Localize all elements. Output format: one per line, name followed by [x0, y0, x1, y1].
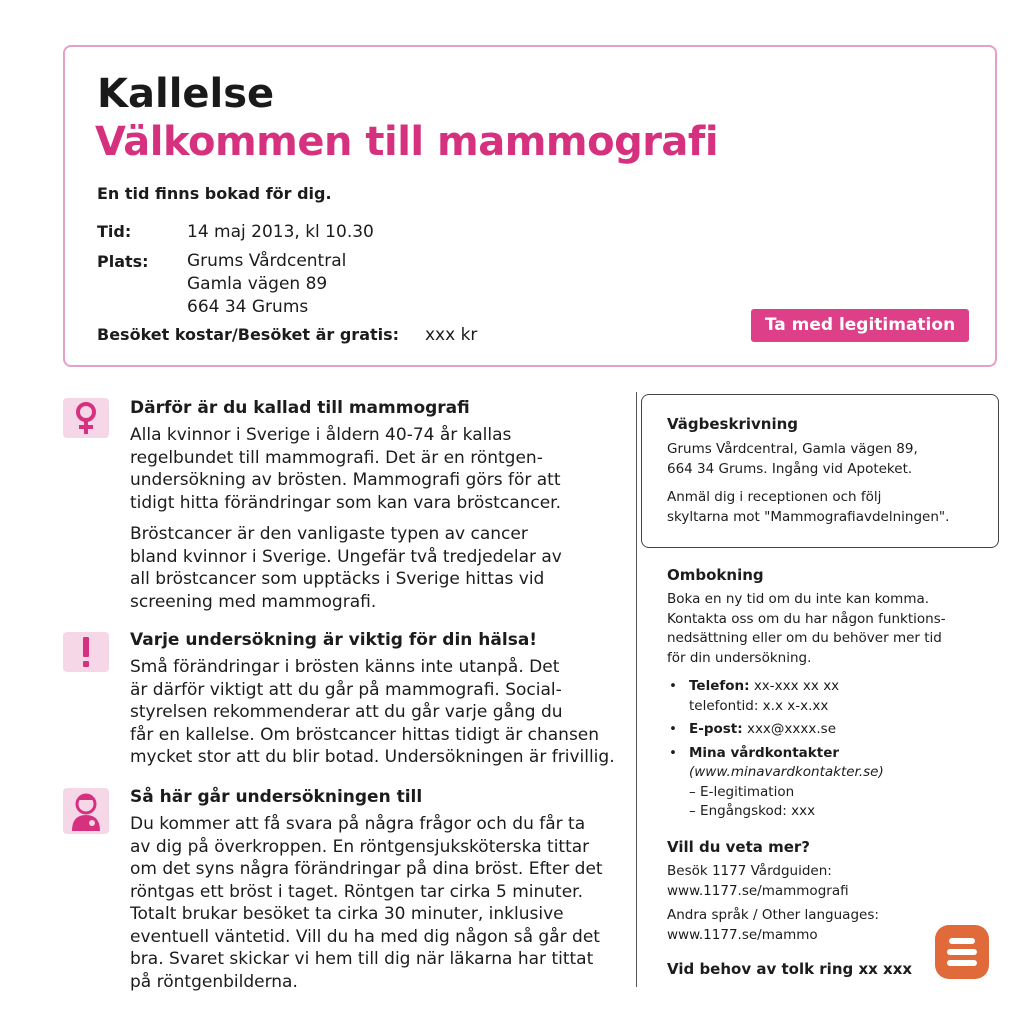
kicker: Kallelse: [97, 71, 275, 117]
text-line: om det syns några förändringar på dina bröst. Efter det: [130, 859, 603, 879]
contacts-url: (www.minavardkontakter.se): [689, 764, 884, 780]
rebooking-text: [667, 590, 946, 668]
rebooking-title: Ombokning: [667, 566, 764, 584]
text-line: www.1177.se/mammografi: [667, 882, 849, 899]
list-item: [667, 677, 997, 716]
phone-value: xx-xxx xx xx: [753, 678, 840, 694]
text-line: Kontakta oss om du har någon funktions-: [667, 610, 946, 627]
female-symbol-icon: [63, 398, 109, 438]
place-line: Gamla vägen 89: [187, 274, 328, 294]
text-line: regelbundet till mammografi. Det är en röntgen-: [130, 447, 543, 468]
text-line: skyltarna mot "Mammografiavdelningen".: [667, 508, 950, 525]
place-line: Grums Vårdcentral: [187, 251, 347, 271]
cost-value: xxx kr: [425, 325, 478, 345]
interpreter-note: Vid behov av tolk ring xx xxx: [667, 960, 913, 978]
place-line: 664 34 Grums: [187, 297, 309, 317]
contacts-label: Mina vårdkontakter: [689, 744, 840, 761]
text-line: 664 34 Grums. Ingång vid Apoteket.: [667, 460, 913, 477]
phone-hours: telefontid: x.x x-x.xx: [689, 697, 829, 714]
more-info-title: Vill du veta mer?: [667, 838, 810, 856]
text-line: www.1177.se/mammo: [667, 926, 818, 943]
text-line: undersökning av brösten. Mammografi görs för att: [130, 470, 561, 490]
directions-title: Vägbeskrivning: [667, 415, 799, 433]
text-line: bland kvinnor i Sverige. Ungefär två tredjedelar av: [130, 546, 562, 567]
text-line: får en kallelse. Om bröstcancer hittas tidigt är chansen: [130, 724, 600, 745]
text-line: Andra språk / Other languages:: [667, 907, 879, 923]
list-item: [667, 720, 997, 740]
contacts-sub: – E-legitimation: [689, 783, 795, 800]
section-title: Därför är du kallad till mammografi: [130, 398, 470, 418]
headline: Välkommen till mammografi: [95, 119, 719, 165]
time-value: 14 maj 2013, kl 10.30: [187, 222, 374, 242]
contact-list: [667, 677, 997, 826]
text-line: mycket stor att du blir botad. Undersökningen är frivillig.: [130, 747, 615, 767]
text-line: Totalt brukar besöket ta cirka 30 minuter, inklusive: [130, 904, 564, 924]
text-line: screening med mammografi.: [130, 591, 377, 612]
text-line: styrelsen rekommenderar att du går varje gång du: [130, 702, 563, 722]
text-line: Besök 1177 Vårdguiden:: [667, 863, 832, 879]
text-line: Du kommer att få svara på några frågor och du får ta: [130, 814, 586, 834]
id-badge: Ta med legitimation: [751, 309, 969, 342]
text-line: tidigt hitta förändringar som kan vara bröstcancer.: [130, 492, 562, 513]
text-line: röntgas ett bröst i taget. Röntgen tar cirka 5 minuter.: [130, 881, 584, 902]
column-divider: [636, 392, 637, 987]
directions-text: [667, 440, 918, 479]
time-label: Tid:: [97, 222, 132, 241]
text-line: Boka en ny tid om du inte kan komma.: [667, 591, 930, 607]
text-line: på röntgenbilderna.: [130, 971, 298, 992]
text-line: för din undersökning.: [667, 649, 812, 666]
text-line: bra. Svaret skickar vi hem till dig när läkarna har tittat: [130, 949, 594, 969]
section-title: Så här går undersökningen till: [130, 787, 423, 807]
section-title: Varje undersökning är viktig för din hälsa!: [130, 630, 538, 650]
booking-note: En tid finns bokad för dig.: [97, 184, 332, 203]
text-line: av dig på överkroppen. En röntgensjuksköterska tittar: [130, 836, 590, 857]
text-line: Små förändringar i brösten känns inte utanpå. Det: [130, 657, 560, 677]
exclamation-icon: [63, 632, 109, 672]
text-line: all bröstcancer som upptäcks i Sverige hittas vid: [130, 569, 545, 589]
email-label: E-post:: [689, 721, 743, 737]
phone-label: Telefon:: [689, 678, 750, 694]
more-info-text: [667, 862, 849, 901]
email-value: xxx@xxxx.se: [746, 721, 837, 737]
text-line: nedsättning eller om du behöver mer tid: [667, 630, 942, 646]
text-line: Anmäl dig i receptionen och följ: [667, 489, 882, 505]
place-value: [187, 250, 346, 319]
text-line: Grums Vårdcentral, Gamla vägen 89,: [667, 441, 918, 457]
cost-label: Besöket kostar/Besöket är gratis:: [97, 325, 400, 344]
list-item: [667, 744, 997, 822]
contacts-sub: – Engångskod: xxx: [689, 803, 816, 819]
menu-icon[interactable]: [935, 925, 989, 979]
text-line: är därför viktigt att du går på mammografi. Social-: [130, 679, 562, 700]
reception-text: [667, 488, 949, 527]
languages-text: [667, 906, 879, 945]
section-paragraph: [130, 424, 630, 514]
place-label: Plats:: [97, 252, 149, 271]
text-line: Alla kvinnor i Sverige i åldern 40-74 år kallas: [130, 425, 512, 445]
nurse-icon: [63, 788, 109, 834]
invitation-card: [63, 45, 997, 367]
text-line: Bröstcancer är den vanligaste typen av cancer: [130, 524, 528, 544]
section-paragraph: [130, 523, 630, 613]
text-line: eventuell väntetid. Vill du ha med dig någon så går det: [130, 926, 600, 947]
section-paragraph: [130, 813, 630, 993]
section-paragraph: [130, 656, 630, 769]
